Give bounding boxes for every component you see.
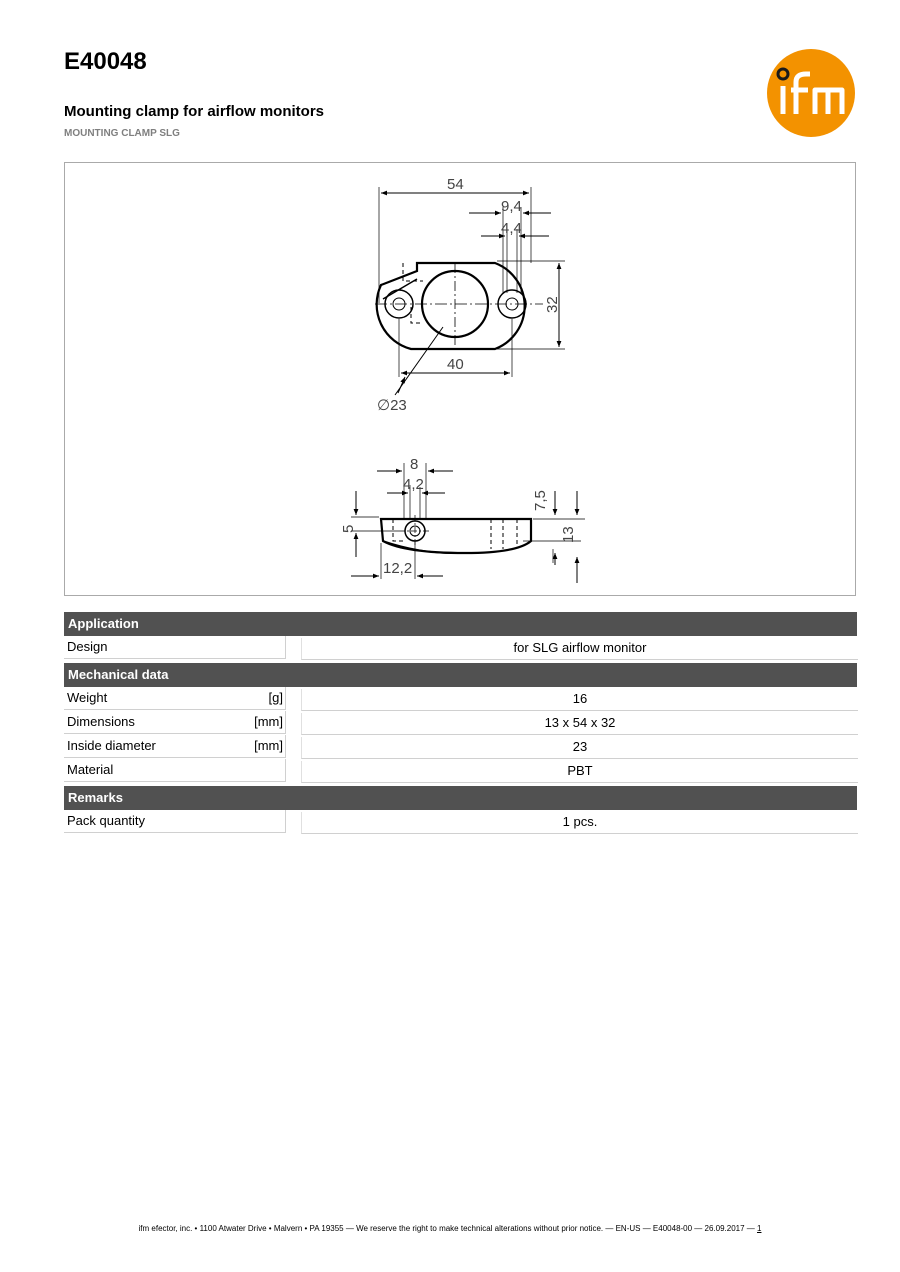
footer-text: ifm efector, inc. • 1100 Atwater Drive • Malvern • PA 19355 — We reserve the right to make technical alterations without prior notice. — EN-US — E40048-00 — 26.09.2017 — — [138, 1224, 755, 1233]
dim-8: 8 — [410, 456, 419, 473]
section-header-mechanical-data: Mechanical data — [64, 663, 857, 687]
dim-diameter: ∅23 — [377, 397, 407, 414]
dim-5: 5 — [340, 524, 357, 533]
dim-7-5: 7,5 — [532, 490, 549, 511]
product-subtitle: MOUNTING CLAMP SLG — [64, 128, 180, 139]
row-unit: [mm] — [254, 738, 283, 753]
table-row — [64, 810, 857, 834]
product-code: E40048 — [64, 48, 147, 75]
spec-table — [64, 612, 857, 834]
row-label: Pack quantity — [67, 813, 146, 828]
row-value: PBT — [301, 761, 858, 783]
dimension-drawing — [64, 162, 856, 596]
dim-32: 32 — [544, 296, 561, 313]
row-unit: [mm] — [254, 714, 283, 729]
table-row — [64, 711, 857, 735]
table-row — [64, 636, 857, 660]
table-row — [64, 687, 857, 711]
row-value: for SLG airflow monitor — [301, 638, 858, 660]
row-value: 23 — [301, 737, 858, 759]
row-value: 13 x 54 x 32 — [301, 713, 858, 735]
row-label: Weight — [67, 690, 108, 705]
dim-9-4: 9,4 — [501, 198, 522, 215]
row-unit: [g] — [268, 690, 283, 705]
row-label: Material — [67, 762, 114, 777]
ifm-logo — [766, 48, 856, 138]
section-header-application: Application — [64, 612, 857, 636]
dim-54: 54 — [447, 176, 464, 193]
table-row — [64, 759, 857, 783]
row-label: Inside diameter — [67, 738, 156, 753]
dim-13: 13 — [560, 526, 577, 543]
page-icon: 1 — [757, 1224, 762, 1233]
dim-40: 40 — [447, 356, 464, 373]
row-value: 16 — [301, 689, 858, 711]
dim-4-4: 4,4 — [501, 220, 522, 237]
top-view — [375, 187, 565, 395]
row-label: Dimensions — [67, 714, 135, 729]
row-value: 1 pcs. — [301, 812, 858, 834]
dim-12-2: 12,2 — [383, 560, 413, 577]
footer — [0, 1224, 900, 1233]
dim-4-2: 4,2 — [403, 476, 424, 493]
table-row — [64, 735, 857, 759]
section-header-remarks: Remarks — [64, 786, 857, 810]
product-title: Mounting clamp for airflow monitors — [64, 103, 324, 120]
row-label: Design — [67, 639, 108, 654]
